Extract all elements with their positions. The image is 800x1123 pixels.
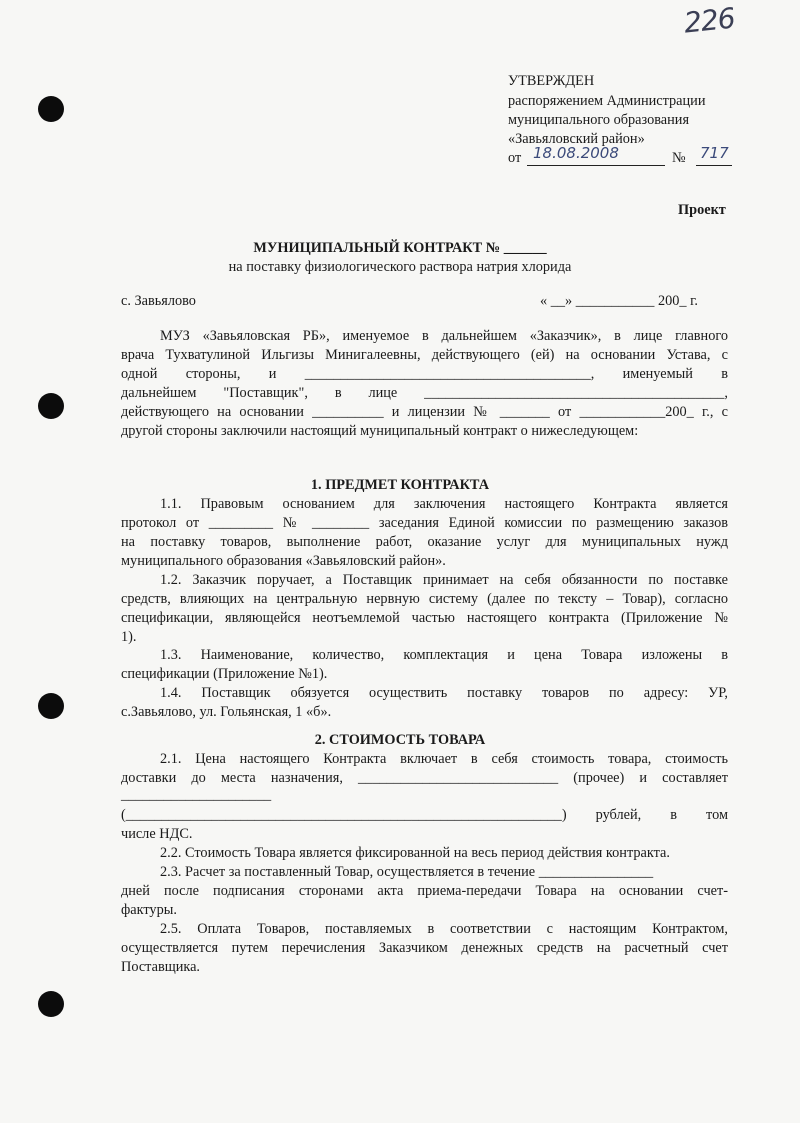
handwritten-number: 717 [700,144,729,162]
section-line: средств, влияющих на центральную нервную систему (далее по тексту – Товар), согласно [121,591,728,607]
contract-date-blank: « __» ___________ 200_ г. [540,293,698,309]
section-title: 1. ПРЕДМЕТ КОНТРАКТА [310,477,490,493]
preamble-line: другой стороны заключили настоящий муниципальный контракт о нижеследующем: [121,423,639,439]
contract-place: с. Завьялово [121,293,196,309]
approval-from-label: от [508,150,522,166]
section-line: фактуры. [121,902,177,918]
punch-hole [38,991,64,1017]
section-line: дней после подписания сторонами акта приема-передачи Товара на основании счет- [121,883,728,899]
number-underline [696,165,732,166]
preamble-line: действующего на основании __________ и лицензии № _______ от ____________200_ г., с [121,404,728,420]
section-line: спецификации (Приложение №1). [121,666,328,682]
section-line: (_____________________________________________________________) рублей, в том [121,807,728,823]
preamble-line: одной стороны, и ________________________________________, именуемый в [121,366,728,382]
handwritten-page-number: 226 [682,1,737,40]
approval-line: муниципального образования [508,112,690,128]
section-line: 2.1. Цена настоящего Контракта включает в себя стоимость товара, стоимость [160,751,728,767]
punch-hole [38,393,64,419]
section-line: 1). [121,629,137,645]
section-line: на поставку товаров, выполнение работ, оказание услуг для муниципальных нужд [121,534,728,550]
section-line: спецификации, являющейся неотъемлемой частью настоящего контракта (Приложение № [121,610,728,626]
section-line: муниципального образования «Завьяловский район». [121,553,446,569]
handwritten-date: 18.08.2008 [533,144,619,162]
contract-title: МУНИЦИПАЛЬНЫЙ КОНТРАКТ № ______ [253,240,547,256]
punch-hole [38,693,64,719]
section-line: 1.2. Заказчик поручает, а Поставщик принимает на себя обязанности по поставке [160,572,728,588]
section-line: 2.5. Оплата Товаров, поставляемых в соответствии с настоящим Контрактом, [160,921,728,937]
section-line: Поставщика. [121,959,201,975]
approval-number-label: № [672,150,686,166]
section-line: протокол от _________ № ________ заседания Единой комиссии по размещению заказов [121,515,728,531]
preamble-line: МУЗ «Завьяловская РБ», именуемое в дальнейшем «Заказчик», в лице главного [160,328,728,344]
approval-line: «Завьяловский район» [508,131,645,147]
section-line: 1.4. Поставщик обязуется осуществить поставку товаров по адресу: УР, [160,685,728,701]
approval-line: распоряжением Администрации [508,93,706,109]
section-title: 2. СТОИМОСТЬ ТОВАРА [314,732,486,748]
punch-hole [38,96,64,122]
section-line: 1.3. Наименование, количество, комплектация и цена Товара изложены в [160,647,728,663]
section-line: доставки до места назначения, ____________________________ (прочее) и составляет [121,770,728,786]
section-line: осуществляется путем перечисления Заказчиком денежных средств на расчетный счет [121,940,728,956]
preamble-line: дальнейшем "Поставщик", в лице __________________________________________, [121,385,728,401]
section-line: с.Завьялово, ул. Гольянская, 1 «б». [121,704,332,720]
section-line: 1.1. Правовым основанием для заключения настоящего Контракта является [160,496,728,512]
preamble-line: врача Тухватулиной Ильгизы Минигалеевны, действующего (ей) на основании Устава, с [121,347,728,363]
date-underline [527,165,665,166]
section-line: 2.2. Стоимость Товара является фиксированной на весь период действия контракта. [160,845,670,861]
section-line: _____________________ [121,787,272,803]
section-line: 2.3. Расчет за поставленный Товар, осуществляется в течение ________________ [160,864,654,880]
section-line: числе НДС. [121,826,193,842]
approval-title: УТВЕРЖДЕН [508,73,595,89]
draft-label: Проект [678,202,726,218]
contract-subtitle: на поставку физиологического раствора натрия хлорида [228,259,572,275]
